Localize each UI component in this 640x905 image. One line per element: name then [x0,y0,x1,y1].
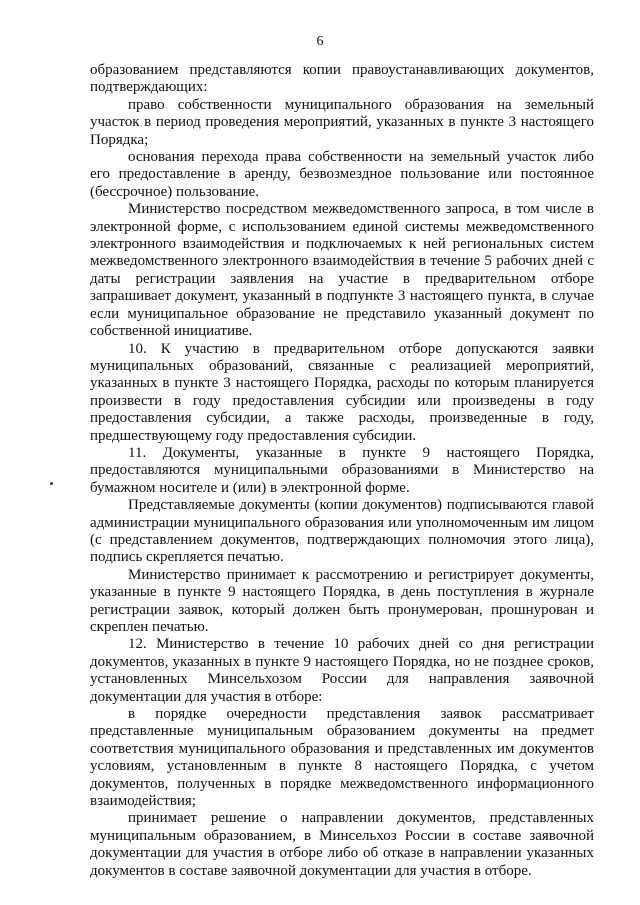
scan-speck [50,482,53,485]
paragraph: образованием представляются копии правоустанавливающих документов, подтверждающих: [90,62,594,96]
paragraph: Министерство посредством межведомственного запроса, в том числе в электронной форме, с использованием единой системы межведомственного электронного взаимодействия и подключаемых к ней региональных систем межведомственного электронного взаимодействия в течение 5 рабочих дней с даты регистрации заявления на участие в предварительном отборе запрашивает документ, указанный в подпункте 3 настоящего пункта, в случае если муниципальное образование не представило указанный документ по собственной инициативе. [90,201,594,340]
paragraph: в порядке очередности представления заявок рассматривает представленные муниципальным образованием документы на предмет соответствия муниципального образования и представленных им документов условиям, установленным в пункте 8 настоящего Порядка, с учетом документов, полученных в порядке межведомственного информационного взаимодействия; [90,706,594,810]
paragraph: 11. Документы, указанные в пункте 9 настоящего Порядка, предоставляются муниципальными образованиями в Министерство на бумажном носителе и (или) в электронной форме. [90,444,594,496]
paragraph: Представляемые документы (копии документов) подписываются главой администрации муниципального образования или уполномоченным им лицом (с представлением документов, подтверждающих полномочия этого лица), подпись скрепляется печатью. [90,497,594,566]
paragraph: 12. Министерство в течение 10 рабочих дней со дня регистрации документов, указанных в пункте 9 настоящего Порядка, но не позднее сроков, установленных Минсельхозом России для направления заявочной документации для участия в отборе: [90,636,594,705]
paragraph: Министерство принимает к рассмотрению и регистрирует документы, указанные в пункте 9 настоящего Порядка, в день поступления в журнале регистрации заявок, который должен быть пронумерован, прошнурован и скреплен печатью. [90,566,594,635]
paragraph: основания перехода права собственности на земельный участок либо его предоставление в аренду, безвозмездное пользование или постоянное (бессрочное) пользование. [90,149,594,200]
paragraph: 10. К участию в предварительном отборе допускаются заявки муниципальных образований, связанные с реализацией мероприятий, указанных в пункте 3 настоящего Порядка, расходы по которым планируется произвести в году предоставления субсидии или произведены в году предоставления субсидии, а также расходы, произведенные в году, предшествующему году предоставления субсидии. [90,340,594,444]
paragraph: принимает решение о направлении документов, представленных муниципальным образованием, в Минсельхоз России в составе заявочной документации для участия в отборе либо об отказе в направлении указанных документов в составе заявочной документации для участия в отборе. [90,810,594,879]
document-body [90,62,594,880]
page-number: 6 [316,34,324,49]
paragraph: право собственности муниципального образования на земельный участок в период проведения мероприятий, указанных в пункте 3 настоящего Порядка; [90,96,594,148]
